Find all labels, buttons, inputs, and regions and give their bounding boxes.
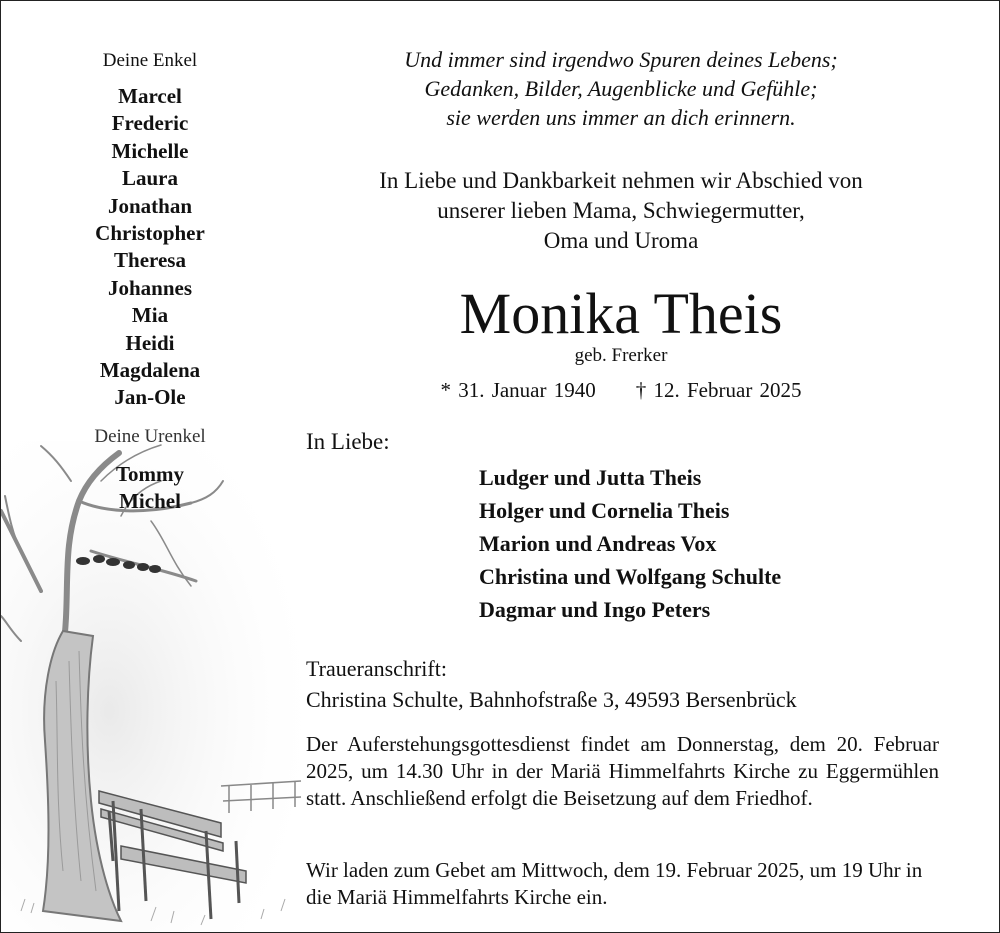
birth-date: * 31. Januar 1940 <box>440 378 596 402</box>
birth-name: geb. Frerker <box>574 345 668 366</box>
grandchild-name: Heidi <box>125 330 175 355</box>
life-dates <box>301 378 941 403</box>
prayer-invitation-text: Wir laden zum Gebet am Mittwoch, dem 19. Februar 2025, um 19 Uhr in die Mariä Himmelfahrts Kirche ein. <box>306 858 923 910</box>
poem-line: Und immer sind irgendwo Spuren deines Lebens; <box>404 47 838 72</box>
mourning-address-label: Traueranschrift: <box>306 656 447 681</box>
funeral-service-text: Der Auferstehungsgottesdienst findet am Donnerstag, dem 20. Februar 2025, um 14.30 Uhr in der Mariä Himmelfahrts Kirche zu Eggermühlen statt. Anschließend erfolgt die Beisetzung auf dem Friedhof. <box>306 732 939 811</box>
mourner-family: Christina und Wolfgang Schulte <box>479 564 782 589</box>
death-date: † 12. Februar 2025 <box>635 378 802 402</box>
grandchildren-heading: Deine Enkel <box>102 50 198 71</box>
great-grandchild-name: Tommy <box>115 462 185 486</box>
grandchild-name: Jonathan <box>107 193 193 218</box>
great-grandchildren-list <box>65 461 235 516</box>
grandchild-name: Marcel <box>118 84 182 108</box>
mourner-family: Ludger und Jutta Theis <box>479 465 702 490</box>
mourner-family: Marion und Andreas Vox <box>479 531 717 556</box>
grandchild-name: Christopher <box>95 221 205 246</box>
grandchildren-list <box>65 83 235 412</box>
mourners-list <box>479 461 781 626</box>
great-grandchildren-heading: Deine Urenkel <box>94 426 206 447</box>
poem-line: sie werden uns immer an dich erinnern. <box>446 105 796 130</box>
farewell-intro <box>301 166 941 256</box>
deceased-name: Monika Theis <box>459 281 783 346</box>
intro-line: unserer lieben Mama, Schwiegermutter, <box>437 198 805 223</box>
mourner-family: Holger und Cornelia Theis <box>479 498 730 523</box>
memorial-poem <box>301 45 941 132</box>
grandchild-name: Mia <box>131 303 169 328</box>
mourning-address: Christina Schulte, Bahnhofstraße 3, 49593 Bersenbrück <box>306 687 797 712</box>
grandchild-name: Theresa <box>114 248 186 273</box>
grandchild-name: Jan-Ole <box>114 385 186 410</box>
grandchild-name: Johannes <box>107 275 193 300</box>
mourners-label: In Liebe: <box>306 429 390 454</box>
grandchild-name: Magdalena <box>99 358 201 383</box>
mourner-family: Dagmar und Ingo Peters <box>479 597 711 622</box>
grandchild-name: Frederic <box>111 111 189 136</box>
grandchild-name: Laura <box>121 166 178 191</box>
great-grandchild-name: Michel <box>119 489 181 514</box>
poem-line: Gedanken, Bilder, Augenblicke und Gefühle; <box>424 76 818 101</box>
grandchild-name: Michelle <box>111 138 189 163</box>
intro-line: Oma und Uroma <box>543 228 699 253</box>
intro-line: In Liebe und Dankbarkeit nehmen wir Abschied von <box>379 168 863 193</box>
